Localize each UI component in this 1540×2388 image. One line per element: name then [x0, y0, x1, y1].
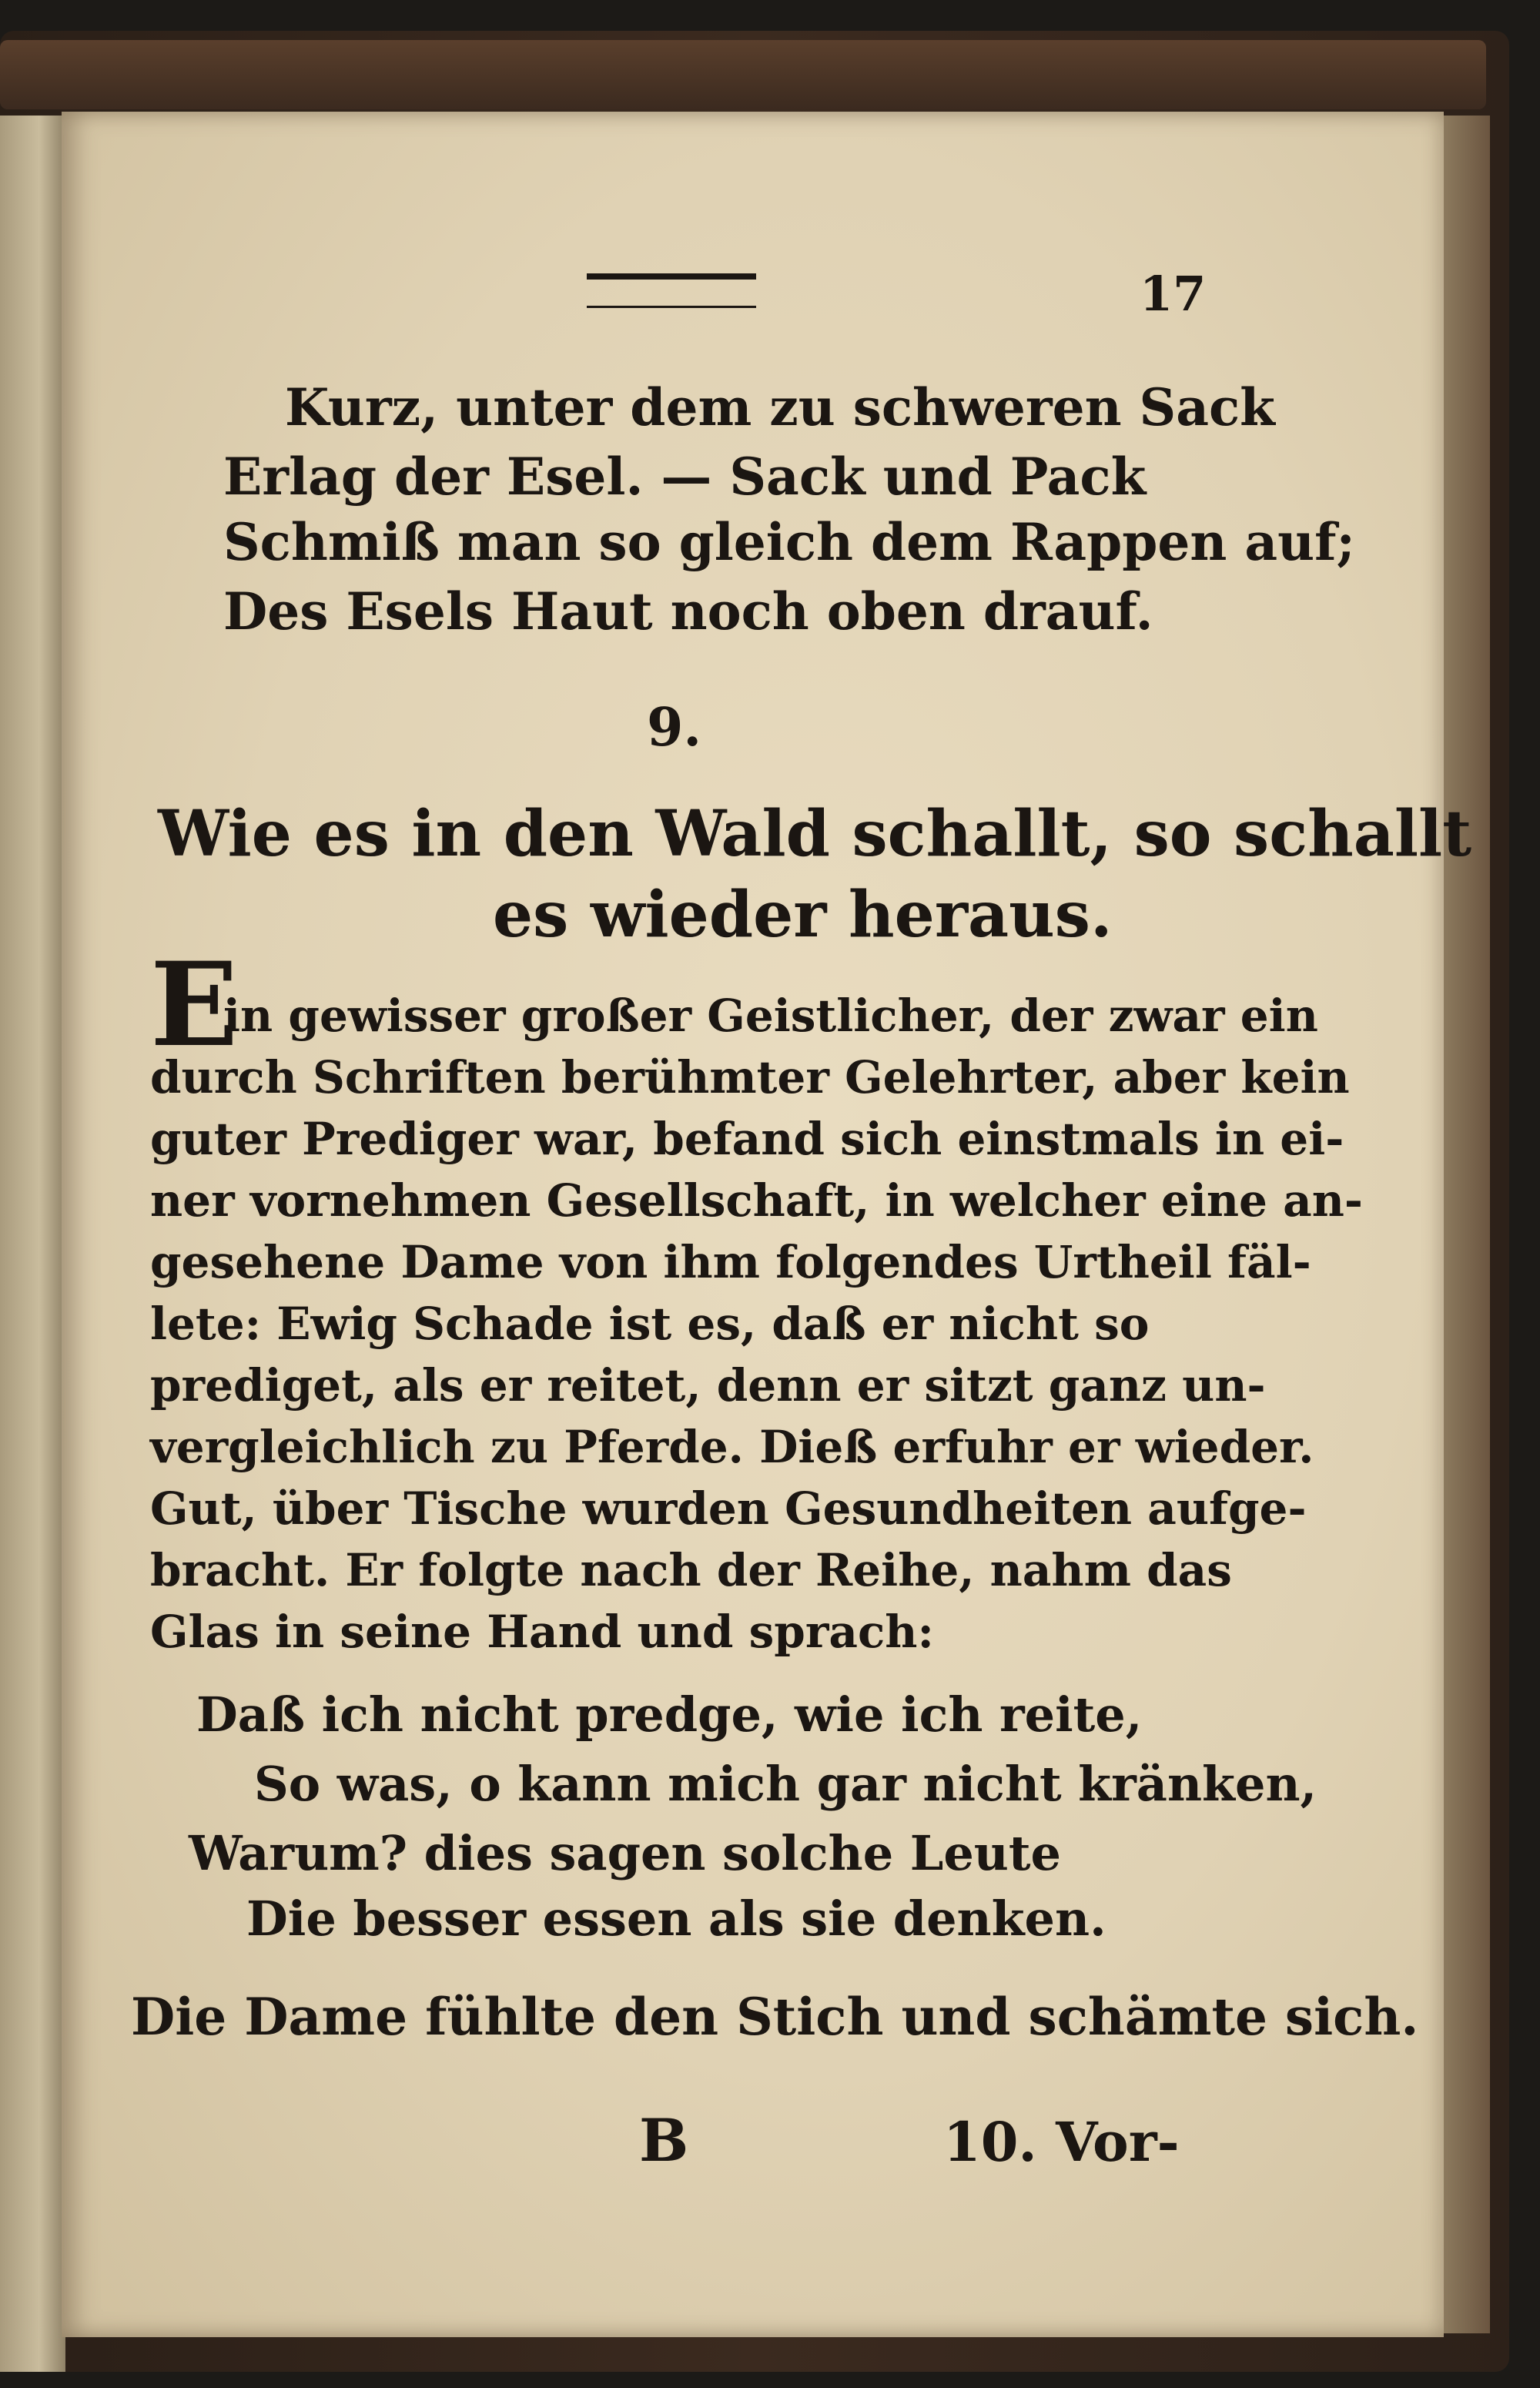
poem-line: Die besser essen als sie denken.: [246, 1891, 1106, 1947]
book-cover-top-edge: [0, 40, 1486, 109]
poem-line: So was, o kann mich gar nicht kränken,: [254, 1756, 1317, 1812]
body-line: gesehene Dame von ihm folgendes Urtheil fäl-: [150, 1236, 1311, 1288]
verse-line: Schmiß man so gleich dem Rappen auf;: [223, 512, 1355, 572]
body-line: durch Schriften berühmter Gelehrter, aber kein: [150, 1051, 1350, 1104]
facing-page-edge: [0, 116, 65, 2372]
section-title-line: es wieder heraus.: [493, 878, 1113, 952]
page-block-edge: [1444, 116, 1490, 2333]
signature-mark: B: [639, 2106, 689, 2175]
section-number: 9.: [647, 697, 701, 759]
body-line: lete: Ewig Schade ist es, daß er nicht so: [150, 1298, 1150, 1350]
catchword: 10. Vor-: [943, 2110, 1180, 2174]
verse-line: Kurz, unter dem zu schweren Sack: [285, 377, 1275, 437]
poem-line: Warum? dies sagen solche Leute: [189, 1825, 1061, 1881]
verse-line: Erlag der Esel. — Sack und Pack: [223, 447, 1147, 507]
closing-line: Die Dame fühlte den Stich und schämte sich.: [131, 1987, 1419, 2047]
poem-line: Daß ich nicht predge, wie ich reite,: [196, 1686, 1143, 1743]
body-line: Gut, über Tische wurden Gesundheiten aufge-: [150, 1482, 1307, 1535]
body-line: Glas in seine Hand und sprach:: [150, 1606, 934, 1658]
verse-line: Des Esels Haut noch oben drauf.: [223, 581, 1153, 641]
body-line: prediget, als er reitet, denn er sitzt ganz un-: [150, 1359, 1266, 1412]
section-title-line: Wie es in den Wald schallt, so schallt: [158, 797, 1472, 871]
header-ornament-rule: [587, 273, 756, 308]
body-line: ner vornehmen Gesellschaft, in welcher eine an-: [150, 1174, 1363, 1227]
body-line: bracht. Er folgte nach der Reihe, nahm das: [150, 1544, 1232, 1596]
body-line: vergleichlich zu Pferde. Dieß erfuhr er wieder.: [150, 1421, 1314, 1473]
drop-cap-initial: E: [150, 937, 239, 1073]
body-first-line: in gewisser großer Geistlicher, der zwar ein: [223, 990, 1318, 1042]
page-number: 17: [1140, 266, 1207, 322]
body-line: guter Prediger war, befand sich einstmals in ei-: [150, 1113, 1344, 1165]
